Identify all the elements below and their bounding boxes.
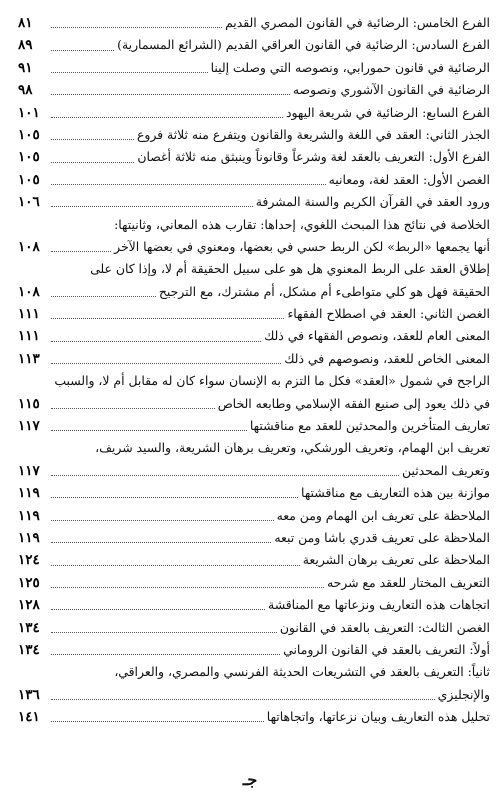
toc-page-number: ١١٩ [18, 485, 40, 502]
toc-leader-dots [51, 49, 114, 51]
toc-leader-dots [51, 474, 399, 476]
toc-entry [18, 415, 490, 437]
toc-entry-line-final [18, 617, 490, 639]
toc-entry-title: اتجاهات هذه التعاريف ونزعاتها مع المناقشة [268, 597, 490, 613]
toc-entry [18, 549, 490, 571]
toc-entry-title: والإنجليزي [437, 686, 490, 702]
toc-entry-line-final [18, 79, 490, 101]
toc-entry [18, 214, 490, 259]
toc-entry [18, 706, 490, 728]
toc-entry [18, 527, 490, 549]
toc-entry-line-final [18, 460, 490, 482]
toc-entry-line-final [18, 169, 490, 191]
toc-entry [18, 617, 490, 639]
toc-entry-line-final [18, 594, 490, 616]
toc-entry [18, 102, 490, 124]
toc-page-number: ٨١ [18, 15, 33, 31]
toc-page-number: ١٣٦ [18, 686, 40, 703]
toc-entry-title: ثانياً: التعريف بالعقد في التشريعات الحديثة الفرنسي والمصري، والعراقي، [114, 664, 490, 680]
toc-entry-title: في ذلك يعود إلى صنيع الفقه الإسلامي وطابعه الخاص [217, 395, 490, 411]
toc-entry-title: الملاحظة على تعريف برهان الشريعة [302, 552, 490, 568]
toc-leader-dots [51, 608, 265, 610]
toc-page-number: ١٤١ [18, 709, 40, 726]
toc-entry [18, 482, 490, 504]
toc-leader-dots [51, 541, 271, 543]
toc-page-number: ١١١ [18, 328, 40, 345]
toc-entry-line-final [18, 34, 490, 56]
toc-entry-title: الغصن الثاني: العقد في اصطلاح الفقهاء [287, 306, 490, 322]
toc-page-number: ٨٩ [18, 37, 33, 54]
toc-entry-line-final [18, 236, 490, 258]
toc-page-number: ١١٧ [18, 418, 40, 435]
toc-entry [18, 124, 490, 146]
toc-entry-line-final [18, 102, 490, 124]
toc-leader-dots [51, 183, 326, 185]
toc-entry [18, 146, 490, 168]
toc-leader-dots [51, 116, 283, 118]
toc-entry-title: المعنى العام للعقد، ونصوص الفقهاء في ذلك [264, 328, 490, 344]
toc-entry-title: التعريف المختار للعقد مع شرحه [326, 574, 490, 590]
toc-entry [18, 437, 490, 482]
toc-entry-line-final [18, 706, 490, 728]
toc-entry-line-final [18, 527, 490, 549]
toc-entry-line-final [18, 124, 490, 146]
toc-entry [18, 348, 490, 370]
toc-page-number: ١٠٨ [18, 238, 40, 255]
toc-page-number: ١٠١ [18, 104, 40, 121]
toc-page-number: ١٠٥ [18, 171, 40, 188]
toc-entry-title: الفرع الخامس: الرضائية في القانون المصري القديم [225, 15, 490, 30]
toc-entry-title: الرضائية في قانون حمورابي، ونصوصه التي وصلت إلينا [210, 59, 490, 75]
toc-leader-dots [51, 138, 134, 140]
toc-page-number: ٩٨ [18, 82, 33, 99]
toc-leader-dots [51, 317, 284, 319]
toc-entry-title: ورود العقد في القرآن الكريم والسنة المشرفة [255, 194, 490, 210]
toc-page-number: ١١١ [18, 306, 40, 323]
toc-leader-dots [51, 93, 290, 95]
toc-page-number: ١٠٥ [18, 126, 40, 143]
toc-entry [18, 572, 490, 594]
toc-entry [18, 370, 490, 415]
toc-entry-title: أولاً: التعريف بالعقد في القانون الروماني [283, 641, 490, 657]
toc-entry [18, 639, 490, 661]
toc-leader-dots [51, 340, 261, 342]
toc-entry-line-final [18, 639, 490, 661]
toc-entry-title: الملاحظة على تعريف قدري باشا ومن تبعه [274, 529, 490, 545]
toc-entry-title: تعاريف المتأخرين والمحدثين للعقد مع مناقشتها [249, 418, 490, 434]
toc-leader-dots [51, 429, 247, 431]
toc-entry-title: الحقيقة فهل هو كلي متواطىء أم مشكل، أم مشترك، مع الترجيح [158, 283, 490, 299]
toc-page-number: ١٣٤ [18, 619, 40, 636]
toc-page-number: ١٢٥ [18, 574, 40, 591]
toc-page-number: ١١٩ [18, 529, 40, 546]
toc-entry-line-final [18, 393, 490, 415]
toc-entry-title: الفرع السابع: الرضائية في شريعة اليهود [286, 104, 490, 120]
toc-page-number: ١١٣ [18, 350, 40, 367]
toc-entry-line-final [18, 12, 490, 34]
toc-entry-title: الغصن الأول: العقد لغة، ومعانيه [328, 171, 490, 187]
toc-entry-line [18, 258, 490, 280]
toc-leader-dots [51, 720, 264, 722]
toc-leader-dots [51, 26, 222, 28]
toc-entry-title: تعريف ابن الهمام، وتعريف الورشكي، وتعريف برهان الشريعة، والسيد شريف، [95, 440, 490, 456]
toc-entry-line-final [18, 348, 490, 370]
toc-leader-dots [51, 295, 156, 297]
toc-leader-dots [51, 653, 280, 655]
toc-entry-line-final [18, 505, 490, 527]
toc-entry-line [18, 437, 490, 459]
toc-entry-title: الرضائية في القانون الآشوري ونصوصه [292, 82, 490, 98]
toc-page-number: ٩١ [18, 59, 33, 76]
toc-leader-dots [51, 71, 208, 73]
toc-leader-dots [51, 698, 435, 700]
toc-entry-title: الخلاصة في نتائج هذا المبحث اللغوي، إحداها: تقارب هذه المعاني، وثانيتها: [114, 216, 490, 232]
toc-page-number: ١١٥ [18, 395, 40, 412]
toc-entry-title: أنها يجمعها «الربط» لكن الربط حسي في بعضها، ومعنوي في بعضها الآخر [114, 238, 490, 254]
toc-leader-dots [51, 250, 111, 252]
toc-entry [18, 258, 490, 303]
toc-entry-line-final [18, 684, 490, 706]
toc-entry [18, 12, 490, 34]
toc-page-number: ١٢٨ [18, 597, 40, 614]
toc-page-number: ١١٩ [18, 507, 40, 524]
toc-entry-line-final [18, 325, 490, 347]
toc-entry-line [18, 214, 490, 236]
toc-entry [18, 594, 490, 616]
toc-entry [18, 303, 490, 325]
toc-entry-title: موازنة بين هذه التعاريف مع مناقشتها [301, 485, 490, 501]
toc-entry [18, 191, 490, 213]
toc-entry-line [18, 661, 490, 683]
toc-entry-title: الراجح في شمول «العقد» فكل ما التزم به الإنسان سواء كان له مقابل أم لا، والسبب [54, 373, 490, 389]
toc-entry-line-final [18, 482, 490, 504]
toc-leader-dots [51, 519, 274, 521]
toc-entry [18, 661, 490, 706]
toc-entry-line [18, 370, 490, 392]
toc-entry [18, 169, 490, 191]
toc-entry [18, 325, 490, 347]
toc-leader-dots [51, 362, 281, 364]
toc-leader-dots [51, 631, 277, 633]
toc-entry-line-final [18, 191, 490, 213]
toc-entry-line-final [18, 549, 490, 571]
toc-page-number: ١٣٤ [18, 641, 40, 658]
toc-entry-line-final [18, 57, 490, 79]
toc-page-number: ١١٧ [18, 462, 40, 479]
toc-entry [18, 57, 490, 79]
toc-entry-line-final [18, 303, 490, 325]
toc-entry-title: تحليل هذه التعاريف وبيان نزعاتها، واتجاهاتها [266, 709, 490, 725]
toc-leader-dots [51, 496, 298, 498]
toc-leader-dots [51, 407, 215, 409]
toc-entry-title: الفرع الأول: التعريف بالعقد لغة وشرعاً وقانوناً وينبثق منه ثلاثة أغصان [137, 149, 490, 165]
toc-page-number: ١٠٥ [18, 149, 40, 166]
toc-entry [18, 505, 490, 527]
page-footer-letter: جـ [242, 770, 258, 789]
toc-entry-line-final [18, 281, 490, 303]
toc-leader-dots [51, 586, 324, 588]
toc-entry-title: إطلاق العقد على الربط المعنوي هل هو على سبيل الحقيقة أم لا، وإذا كان على [90, 261, 490, 277]
toc-entry-line-final [18, 572, 490, 594]
toc-entry-line-final [18, 415, 490, 437]
toc-entry-title: الفرع السادس: الرضائية في القانون العراقي القديم (الشرائع المسمارية) [117, 37, 490, 53]
toc-page-number: ١٠٦ [18, 194, 40, 211]
toc-entry-title: الجذر الثاني: العقد في اللغة والشريعة والقانون ويتفرع منه ثلاثة فروع [136, 126, 490, 142]
toc-entry-title: الملاحظة على تعريف ابن الهمام ومن معه [276, 507, 490, 523]
table-of-contents [18, 12, 490, 729]
toc-entry-title: المعنى الخاص للعقد، ونصوصهم في ذلك [284, 350, 490, 366]
toc-leader-dots [51, 564, 300, 566]
toc-leader-dots [51, 205, 253, 207]
toc-page-number: ١٢٤ [18, 552, 40, 569]
toc-entry-title: وتعريف المحدثين [402, 462, 490, 478]
toc-entry [18, 79, 490, 101]
toc-entry-line-final [18, 146, 490, 168]
toc-leader-dots [51, 161, 134, 163]
toc-entry [18, 34, 490, 56]
toc-entry-title: الغصن الثالث: التعريف بالعقد في القانون [279, 619, 490, 635]
toc-page-number: ١٠٨ [18, 283, 40, 300]
